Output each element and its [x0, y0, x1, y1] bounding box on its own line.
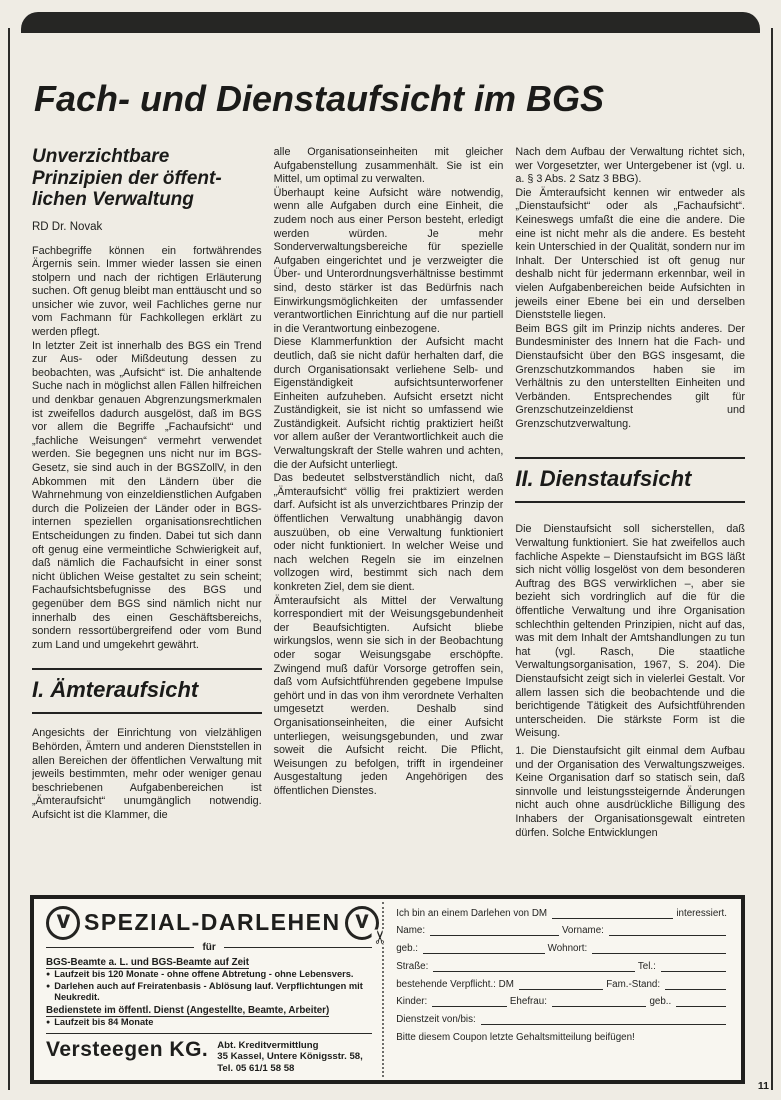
column-3	[515, 146, 745, 948]
ad-company-row	[46, 1038, 372, 1075]
fill-in-line	[592, 944, 726, 954]
bullet-icon: ●	[46, 1018, 51, 1026]
ad-bullet-text: Laufzeit bis 120 Monate - ohne offene Abtretung - ohne Lebensvers.	[54, 968, 354, 979]
fill-in-line	[552, 909, 673, 919]
paragraph: Überhaupt keine Aufsicht wäre notwendig, wenn alle Aufgaben durch eine Einheit, die zudem noch aus einer Person besteht, erledigt werden würden. Je mehr Sonderverwaltungsbereiche für spezielle Aufgaben eingerichtet und je verzweigter die Über- und Unterordnungsverhältnisse bestimmt sind, desto stärker ist das Bedürfnis nach Einwirkungsmöglichkeiten der umfassender verantwortlichen Einrichtung auf die nur partiell in die Verantwortung einbezogene.	[273, 186, 504, 335]
paragraph: Die Dienstaufsicht soll sicherstellen, daß Verwaltung funktioniert. Sie hat zweifellos auch fachliche Aspekte – Dienstaufsicht im BGS läßt sich nicht völlig losgelöst von dem besonderen Auftrag des BGS verwirklichen –, aber sie bezieht sich vordringlich auf die für die öffentliche Verwaltung und ihre Organisation schlechthin geltenden Prinzipien, nicht auf das, was mit dem Inhalt der Amtshandlungen zu tun hat (vgl. Rasch, Die staatliche Verwaltungsorganisation, 1967, S. 204). Die Dienstaufsicht zeigt sich in vielerlei Gestalt. Vor allem lassen sich die beobachtende und die berichtigende Tätigkeit des Aufsichtführenden unterscheiden. Die stärkste Form ist die Weisung.	[515, 523, 745, 740]
field-label: Kinder:	[396, 996, 428, 1008]
logo-letter: V	[56, 911, 70, 933]
fill-in-line	[519, 980, 603, 990]
section-heading-dienstaufsicht	[515, 457, 745, 503]
company-name: Versteegen KG.	[46, 1037, 209, 1061]
byline: RD Dr. Novak	[32, 220, 103, 233]
field-label: Name:	[396, 925, 426, 937]
coupon-form	[384, 899, 741, 1081]
coupon-note: Bitte diesem Coupon letzte Gehaltsmitteilung beifügen!	[396, 1032, 635, 1044]
rule-line	[46, 947, 194, 948]
paragraph: Ämteraufsicht als Mittel der Verwaltung korrespondiert mit der Weisungsgebundenheit der Beaufsichtigten. Aufsicht bliebe wirkungslos, wenn sie sich in der Beobachtung oder sogar Weisungsgabe erschöpfte. Zwingend muß dafür Vorsorge getroffen sein, daß vom Aufsichtführenden gegebene Impulse gehört und in das von ihm verordnete Verhalten umgesetzt werden. Deshalb sind Organisationseinheiten, die einer Aufsicht unterliegen, weisungsgebunden, und zwar soweit die Aufsicht reicht. Die Pflicht, Weisungen zu befolgen, trifft in irgendeiner Ausgestaltung jeden Angehörigen des öffentlichen Dienstes.	[273, 594, 504, 797]
ad-header	[46, 906, 372, 940]
field-label: Tel.:	[637, 960, 656, 972]
fill-in-line	[609, 926, 726, 936]
ad-bullet-text: Laufzeit bis 84 Monate	[54, 1016, 154, 1027]
field-label: Vorname:	[561, 925, 604, 937]
intro-heading	[32, 146, 262, 211]
coupon-row-strasse	[396, 961, 729, 972]
advertisement	[30, 895, 745, 1085]
field-label: geb.:	[396, 943, 419, 955]
fill-in-line	[433, 962, 634, 972]
paragraph: Nach dem Aufbau der Verwaltung richtet sich, wer Vorgesetzter, wer Untergebener ist (vgl. u. a. § 3 Abs. 2 Satz 3 BBG).	[515, 146, 745, 186]
fill-in-line	[676, 997, 726, 1007]
article-title: Fach- und Dienstaufsicht im BGS	[34, 78, 605, 119]
field-label: Ich bin an einem Darlehen von DM	[396, 907, 548, 919]
versteegen-logo-icon	[46, 906, 80, 940]
ad-bullet-text: Darlehen auch auf Freiratenbasis - Ablösung lauf. Verpflichtungen mit Neukredit.	[54, 980, 363, 1002]
paragraph: 1. Die Dienstaufsicht gilt einmal dem Aufbau und der Organisation des Verwaltungszweiges. Keine Organisation darf so statisch sein, daß sinnvolle und leistungssteigernde Änderungen nicht auch ohne ausdrückliche Billigung des Inhabers der Organisationsgewalt eintreten dürfen. Solche Entwicklungen	[515, 744, 745, 839]
coupon-row-interest	[396, 908, 729, 919]
ad-bullet	[46, 981, 372, 1003]
ad-group1-heading	[46, 957, 372, 968]
ad-bullet	[46, 969, 372, 980]
field-label: Ehefrau:	[509, 996, 547, 1008]
intro-heading-line: Unverzichtbare	[32, 146, 170, 167]
field-label: interessiert.	[676, 907, 727, 919]
paragraph: Beim BGS gilt im Prinzip nichts anderes. Der Bundesminister des Innern hat die Fach- und Dienstaufsicht über den BGS insgesamt, die Grenzschutzkommandos haben sie im Verhältnis zu den unterstellten Einheiten und Verbänden. Entsprechendes gilt für Grenzschutzeinzeldienst und Grenzschutzverwaltung.	[515, 322, 745, 430]
paragraph: Angesichts der Einrichtung von vielzähligen Behörden, Ämtern und anderen Dienststellen in allen Bereichen der öffentlichen Verwaltung mit jeweils bestimmten, mehr oder weniger genau beschriebenen Aufgabenbereichen ist „Ämteraufsicht“ unumgänglich notwendig. Aufsicht ist die Klammer, die	[32, 727, 262, 821]
field-label: Wohnort:	[547, 943, 588, 955]
ad-group1-heading-text: BGS-Beamte a. L. und BGS-Beamte auf Zeit	[46, 956, 250, 968]
bullet-icon: ●	[46, 970, 51, 978]
scissors-icon: ✂	[370, 928, 391, 945]
fill-in-line	[423, 944, 545, 954]
rule-line	[224, 947, 372, 948]
ad-divider-line	[46, 1033, 372, 1034]
page-top-bar	[21, 12, 760, 33]
field-label: Straße:	[396, 960, 429, 972]
fill-in-line	[552, 997, 647, 1007]
coupon-row-geb	[396, 943, 729, 954]
section-title: I. Ämteraufsicht	[32, 677, 199, 703]
fill-in-line	[432, 997, 507, 1007]
coupon-row-name	[396, 925, 729, 936]
column-1	[32, 146, 262, 948]
column-2	[274, 146, 504, 948]
company-dept: Abt. Kreditvermittlung	[217, 1039, 319, 1051]
fill-in-line	[665, 980, 726, 990]
ad-brand-title: SPEZIAL-DARLEHEN	[84, 909, 341, 935]
section-title: II. Dienstaufsicht	[515, 466, 692, 492]
ad-bullet	[46, 1017, 372, 1028]
fill-in-line	[481, 1015, 726, 1025]
field-label: bestehende Verpflicht.: DM	[396, 978, 514, 990]
fuer-divider	[46, 942, 372, 953]
article-columns	[32, 146, 745, 948]
section-heading-aemteraufsicht	[32, 668, 262, 714]
fuer-label: für	[202, 941, 216, 953]
bullet-icon: ●	[46, 982, 51, 990]
company-address: 35 Kassel, Untere Königsstr. 58, Tel. 05 61/1 58 58	[217, 1051, 363, 1074]
intro-heading-line: lichen Verwaltung	[32, 189, 194, 210]
page-number: 11	[757, 1080, 769, 1092]
paragraph: alle Organisationseinheiten mit gleicher Aufgabenstellung zusammenhält. Sie ist ein Mittel, um optimal zu verwalten.	[273, 146, 504, 186]
fill-in-line	[430, 926, 559, 936]
company-info	[217, 1038, 372, 1075]
paragraph: In letzter Zeit ist innerhalb des BGS ein Trend zur Aus- oder Mißdeutung dessen zu beobachten, was „Aufsicht“ ist. Die anhaltende Suche nach in möglichst allen Fällen hilfreichen und denkbar genauen Abgrenzungsmerkmalen ist zweifellos dadurch ausgelöst, daß im BGS vor allem die Begriffe „Fachaufsicht“ und „fachliche Weisungen“ vermehrt verwendet werden. Sie begegnen uns nicht nur im BGS-Gesetz, sie sind auch in der BGSZollV, in den Abkommen mit den Ländern über die Wahrnehmung von einzeldienstlichen Aufgaben durch die Polizeien der Länder oder in BGS-internen speziellen organisationsrechtlichen Entscheidungen zu finden. Dabei tut sich dann oft genug eine vermeintliche Schwierigkeit auf, daß nämlich die Fachaufsicht in einer sonst nicht üblichen Weise gestaltet zu sein scheint; Fachaufsichtsbefugnisse des BGS und gegenüber dem BGS sind nämlich nicht nur innerhalb des einen Geschäftsbereichs, sondern ressortübergreifend oder vom Bund zum Land und umgekehrt gewährt.	[32, 339, 262, 651]
ad-info-panel	[34, 899, 382, 1081]
logo-letter: V	[355, 911, 368, 933]
cut-line	[370, 902, 391, 1078]
fill-in-line	[661, 962, 726, 972]
paragraph: Die Ämteraufsicht kennen wir entweder als „Dienstaufsicht“ oder als „Fachaufsicht“. Keineswegs umfaßt die eine die andere. Die eine ist nicht mehr als die andere. Es besteht kein Unterschied in der Qualität, sondern nur im Inhalt. Der Unterschied ist oft genug nur deshalb nicht für jedermann erkennbar, weil in vielen Aufgabenbereichen beide Aufsichten in jeweils einer Ebene bei ein und derselben Dienststelle liegen.	[515, 186, 745, 322]
field-label: Dienstzeit von/bis:	[396, 1014, 476, 1026]
coupon-row-dienstzeit	[396, 1014, 729, 1025]
intro-heading-line: Prinzipien der öffent-	[32, 167, 222, 189]
page-left-rule	[8, 28, 10, 1090]
paragraph: Diese Klammerfunktion der Aufsicht macht deutlich, daß sie nicht dafür herhalten darf, die durch Organisationsakt verliehene Selb- und Eigenständigkeit aufsichtsunterworfener Einheiten aufzuheben. Aufsicht ersetzt nicht Zuständigkeit, sie ist nicht so umfassend wie Zuständigkeit. Aufsicht richtig praktiziert heißt vor allem außer der Verantwortlichkeit auch die Verwaltungskraft der Stelle wahren und achten, die der Aufsicht unterliegt.	[273, 336, 504, 471]
ad-group2-heading	[46, 1005, 372, 1016]
coupon-row-verpflichtung	[396, 979, 729, 990]
field-label: Fam.-Stand:	[606, 978, 661, 990]
field-label: geb..	[649, 996, 672, 1008]
coupon-row-kinder	[396, 996, 729, 1007]
paragraph: Fachbegriffe können ein fortwährendes Ärgernis sein. Immer wieder lassen sie einen stolpern und nach der richtigen Erläuterung suchen. Oft genug bleibt man enttäuscht und so unsicher wie zuvor, weil Fachliches gerne nur vom Fachmann für Fachkollegen erklärt zu werden pflegt.	[32, 244, 262, 339]
ad-group2-heading-text: Bedienstete im öffentl. Dienst (Angestellte, Beamte, Arbeiter)	[46, 1004, 330, 1016]
page-right-rule	[771, 28, 773, 1090]
paragraph: Das bedeutet selbstverständlich nicht, daß „Ämteraufsicht“ völlig frei praktiziert werden darf. Aufsicht ist als unverzichtbares Prinzip der öffentlichen Verwaltung unabhängig davon auszuüben, ob eine Verwaltung funktioniert oder nicht funktioniert. In welcher Weise und nach welchen Regeln sie im einzelnen vollzogen wird, bestimmt sich nach dem konkreten Ziel, dem sie dient.	[273, 472, 504, 593]
